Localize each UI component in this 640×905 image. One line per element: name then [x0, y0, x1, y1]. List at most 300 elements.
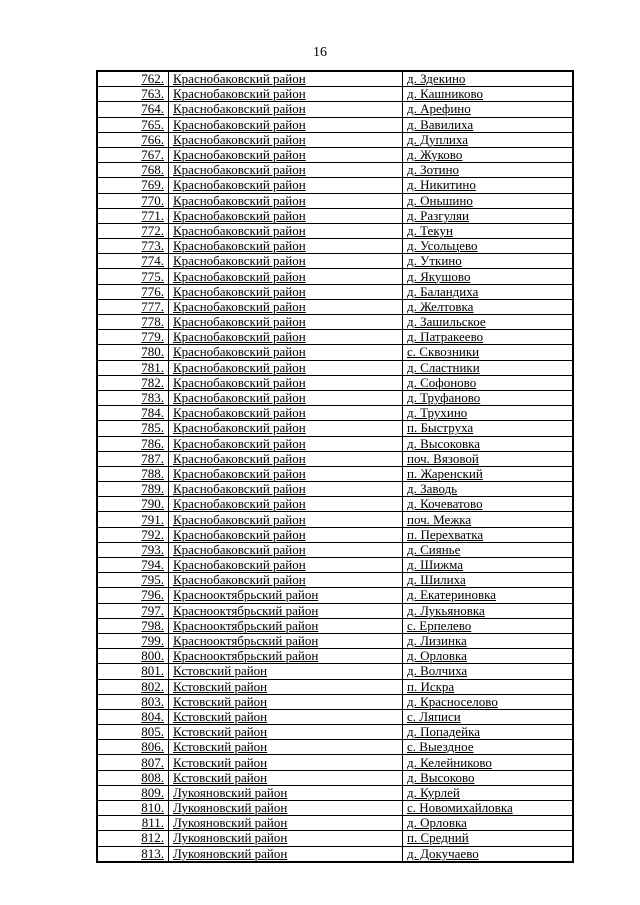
row-number-cell [97, 618, 169, 633]
locality-cell-text: п. Перехватка [407, 527, 484, 542]
locality-cell-text: с. Ерпелево [407, 618, 472, 633]
row-number-cell [97, 208, 169, 223]
table-row [97, 497, 573, 512]
district-cell-text: Краснобаковский район [173, 405, 306, 421]
row-number-cell-text: 784. [141, 405, 164, 421]
locality-cell [403, 451, 574, 466]
locality-cell-text: д. Никитино [407, 177, 476, 193]
locality-cell-text: с. Новомихайловка [407, 800, 513, 816]
district-cell-text: Краснобаковский район [173, 436, 306, 451]
row-number-cell-text: 770. [141, 193, 164, 208]
locality-cell-text: д. Шилиха [407, 572, 466, 588]
locality-cell-text: д. Кочеватово [407, 496, 483, 512]
district-cell-text: Кстовский район [173, 679, 268, 694]
locality-cell-text: д. Разгуляи [407, 208, 469, 223]
district-cell-text: Лукояновский район [173, 815, 288, 831]
locality-cell-text: д. Дуплиха [407, 132, 468, 147]
row-number-cell-text: 782. [141, 375, 164, 390]
district-cell [169, 542, 403, 557]
row-number-cell [97, 315, 169, 330]
row-number-cell [97, 801, 169, 816]
table-row [97, 102, 573, 117]
row-number-cell [97, 147, 169, 162]
row-number-cell-text: 796. [141, 587, 164, 603]
district-cell [169, 846, 403, 862]
row-number-cell-text: 804. [141, 709, 164, 724]
district-cell-text: Краснооктябрьский район [173, 618, 319, 633]
locality-cell-text: д. Келейниково [407, 754, 492, 770]
district-cell-text: Лукояновский район [173, 800, 288, 816]
district-cell [169, 421, 403, 436]
row-number-cell-text: 773. [141, 238, 164, 254]
locality-cell [403, 694, 574, 709]
locality-cell [403, 147, 574, 162]
row-number-cell [97, 740, 169, 755]
district-cell [169, 785, 403, 800]
locality-cell [403, 421, 574, 436]
locality-cell [403, 71, 574, 87]
locality-cell-text: д. Жуково [407, 147, 463, 163]
locality-cell [403, 163, 574, 178]
locality-cell-text: д. Зашильское [407, 314, 486, 330]
table-row [97, 466, 573, 481]
locality-cell [403, 664, 574, 679]
locality-cell-text: д. Красноселово [407, 694, 498, 709]
row-number-cell [97, 664, 169, 679]
district-cell [169, 360, 403, 375]
locality-cell-text: п. Жаренский [407, 466, 483, 481]
district-cell [169, 436, 403, 451]
row-number-cell [97, 694, 169, 709]
district-cell [169, 345, 403, 360]
row-number-cell-text: 798. [141, 618, 164, 633]
row-number-cell-text: 769. [141, 177, 164, 193]
district-cell [169, 315, 403, 330]
row-number-cell-text: 812. [141, 830, 164, 846]
district-cell-text: Краснобаковский район [173, 481, 306, 497]
row-number-cell [97, 542, 169, 557]
locality-cell-text: п. Быструха [407, 420, 474, 436]
settlements-table-body [97, 71, 573, 862]
row-number-cell-text: 776. [141, 284, 164, 299]
locality-cell [403, 360, 574, 375]
row-number-cell [97, 679, 169, 694]
page-number: 16 [313, 45, 327, 60]
table-row [97, 664, 573, 679]
locality-cell-text: д. Высоково [407, 770, 475, 785]
row-number-cell [97, 709, 169, 724]
row-number-cell-text: 774. [141, 253, 164, 269]
locality-cell-text: д. Сластники [407, 360, 480, 375]
locality-cell [403, 816, 574, 831]
row-number-cell [97, 816, 169, 831]
locality-cell [403, 436, 574, 451]
locality-cell [403, 573, 574, 588]
locality-cell [403, 375, 574, 390]
row-number-cell [97, 755, 169, 770]
locality-cell-text: д. Здекино [407, 71, 466, 87]
locality-cell [403, 649, 574, 664]
table-row [97, 193, 573, 208]
district-cell [169, 299, 403, 314]
locality-cell-text: д. Труфаново [407, 390, 481, 406]
locality-cell-text: д. Оньшино [407, 193, 473, 208]
row-number-cell-text: 801. [141, 663, 164, 679]
locality-cell-text: с. Ляписи [407, 709, 461, 724]
row-number-cell-text: 785. [141, 420, 164, 436]
district-cell-text: Краснобаковский район [173, 299, 306, 314]
locality-cell-text: д. Высоковка [407, 436, 480, 451]
row-number-cell-text: 781. [141, 360, 164, 375]
district-cell [169, 558, 403, 573]
row-number-cell [97, 390, 169, 405]
locality-cell-text: д. Лизинка [407, 633, 467, 649]
district-cell-text: Кстовский район [173, 663, 268, 679]
locality-cell [403, 770, 574, 785]
row-number-cell-text: 811. [141, 815, 164, 831]
locality-cell-text: п. Средний [407, 830, 469, 846]
district-cell-text: Краснобаковский район [173, 360, 306, 375]
district-cell [169, 694, 403, 709]
district-cell-text: Кстовский район [173, 709, 268, 724]
table-row [97, 178, 573, 193]
locality-cell-text: д. Зотино [407, 162, 460, 178]
row-number-cell [97, 831, 169, 846]
table-row [97, 223, 573, 238]
district-cell [169, 254, 403, 269]
district-cell-text: Краснобаковский район [173, 420, 306, 436]
table-row [97, 770, 573, 785]
row-number-cell-text: 789. [141, 481, 164, 497]
district-cell-text: Краснобаковский район [173, 223, 306, 238]
row-number-cell-text: 787. [141, 451, 164, 466]
locality-cell-text: д. Якушово [407, 268, 471, 284]
locality-cell-text: д. Орловка [407, 815, 467, 831]
table-row [97, 330, 573, 345]
district-cell-text: Краснобаковский район [173, 557, 306, 573]
row-number-cell-text: 799. [141, 633, 164, 649]
locality-cell [403, 558, 574, 573]
locality-cell-text: д. Курлей [407, 785, 460, 800]
locality-cell-text: д. Усольцево [407, 238, 478, 254]
locality-cell [403, 466, 574, 481]
district-cell [169, 330, 403, 345]
table-row [97, 239, 573, 254]
row-number-cell-text: 764. [141, 101, 164, 117]
locality-cell-text: д. Екатериновка [407, 587, 497, 603]
locality-cell-text: поч. Вязовой [407, 451, 479, 466]
district-cell-text: Краснобаковский район [173, 177, 306, 193]
district-cell [169, 801, 403, 816]
row-number-cell [97, 71, 169, 87]
locality-cell-text: д. Трухино [407, 405, 468, 421]
district-cell-text: Кстовский район [173, 724, 268, 740]
row-number-cell [97, 558, 169, 573]
district-cell [169, 406, 403, 421]
locality-cell [403, 390, 574, 405]
row-number-cell [97, 102, 169, 117]
table-row [97, 299, 573, 314]
table-row [97, 345, 573, 360]
district-cell-text: Кстовский район [173, 770, 268, 785]
row-number-cell [97, 421, 169, 436]
district-cell-text: Краснобаковский район [173, 527, 306, 542]
row-number-cell [97, 770, 169, 785]
row-number-cell-text: 803. [141, 694, 164, 709]
locality-cell-text: д. Уткино [407, 253, 462, 269]
row-number-cell [97, 254, 169, 269]
district-cell-text: Краснобаковский район [173, 162, 306, 178]
table-row [97, 284, 573, 299]
locality-cell-text: поч. Межка [407, 511, 472, 527]
row-number-cell-text: 778. [141, 314, 164, 330]
district-cell [169, 527, 403, 542]
table-row [97, 406, 573, 421]
district-cell-text: Лукояновский район [173, 846, 288, 861]
district-cell [169, 223, 403, 238]
row-number-cell-text: 766. [141, 132, 164, 147]
row-number-cell-text: 806. [141, 739, 164, 755]
district-cell [169, 633, 403, 648]
district-cell [169, 755, 403, 770]
row-number-cell [97, 239, 169, 254]
row-number-cell-text: 794. [141, 557, 164, 573]
locality-cell-text: д. Вавилиха [407, 117, 474, 132]
row-number-cell [97, 588, 169, 603]
row-number-cell-text: 777. [141, 299, 164, 314]
row-number-cell [97, 178, 169, 193]
locality-cell [403, 618, 574, 633]
locality-cell [403, 527, 574, 542]
locality-cell [403, 512, 574, 527]
row-number-cell-text: 765. [141, 117, 164, 132]
table-row [97, 603, 573, 618]
district-cell [169, 375, 403, 390]
table-row [97, 436, 573, 451]
district-cell [169, 71, 403, 87]
district-cell-text: Краснобаковский район [173, 117, 306, 132]
locality-cell [403, 315, 574, 330]
district-cell [169, 679, 403, 694]
row-number-cell [97, 117, 169, 132]
district-cell-text: Краснобаковский район [173, 375, 306, 390]
locality-cell-text: д. Арефино [407, 101, 471, 117]
district-cell [169, 664, 403, 679]
row-number-cell [97, 482, 169, 497]
district-cell [169, 573, 403, 588]
locality-cell-text: д. Софоново [407, 375, 477, 390]
locality-cell [403, 482, 574, 497]
locality-cell [403, 299, 574, 314]
locality-cell [403, 755, 574, 770]
row-number-cell [97, 330, 169, 345]
district-cell [169, 482, 403, 497]
row-number-cell-text: 795. [141, 572, 164, 588]
locality-cell [403, 846, 574, 862]
district-cell [169, 239, 403, 254]
locality-cell [403, 254, 574, 269]
locality-cell-text: п. Искра [407, 679, 455, 694]
row-number-cell-text: 768. [141, 162, 164, 178]
row-number-cell [97, 284, 169, 299]
row-number-cell [97, 345, 169, 360]
row-number-cell [97, 512, 169, 527]
locality-cell [403, 117, 574, 132]
district-cell-text: Краснобаковский район [173, 101, 306, 117]
table-row [97, 360, 573, 375]
table-row [97, 451, 573, 466]
locality-cell [403, 542, 574, 557]
table-row [97, 390, 573, 405]
row-number-cell [97, 360, 169, 375]
table-row [97, 694, 573, 709]
district-cell-text: Краснобаковский район [173, 147, 306, 163]
table-row [97, 785, 573, 800]
table-row [97, 147, 573, 162]
district-cell-text: Краснобаковский район [173, 344, 306, 360]
row-number-cell-text: 808. [141, 770, 164, 785]
district-cell-text: Краснооктябрьский район [173, 603, 319, 618]
locality-cell [403, 132, 574, 147]
locality-cell [403, 269, 574, 284]
row-number-cell-text: 790. [141, 496, 164, 512]
locality-cell-text: с. Сквозники [407, 344, 480, 360]
locality-cell [403, 831, 574, 846]
table-row [97, 831, 573, 846]
row-number-cell-text: 810. [141, 800, 164, 816]
district-cell [169, 117, 403, 132]
district-cell [169, 193, 403, 208]
district-cell-text: Краснооктябрьский район [173, 633, 319, 649]
table-row [97, 679, 573, 694]
locality-cell [403, 406, 574, 421]
row-number-cell-text: 786. [141, 436, 164, 451]
row-number-cell [97, 466, 169, 481]
table-row [97, 117, 573, 132]
district-cell [169, 132, 403, 147]
locality-cell [403, 785, 574, 800]
district-cell [169, 497, 403, 512]
district-cell-text: Краснобаковский район [173, 86, 306, 102]
district-cell [169, 102, 403, 117]
row-number-cell [97, 132, 169, 147]
district-cell [169, 709, 403, 724]
table-row [97, 558, 573, 573]
district-cell-text: Кстовский район [173, 739, 268, 755]
district-cell-text: Кстовский район [173, 754, 268, 770]
table-row [97, 315, 573, 330]
district-cell-text: Краснобаковский район [173, 208, 306, 223]
district-cell-text: Краснооктябрьский район [173, 648, 319, 664]
row-number-cell-text: 788. [141, 466, 164, 481]
row-number-cell-text: 767. [141, 147, 164, 163]
district-cell [169, 740, 403, 755]
district-cell-text: Лукояновский район [173, 830, 288, 846]
locality-cell [403, 223, 574, 238]
table-row [97, 269, 573, 284]
district-cell-text: Краснобаковский район [173, 329, 306, 345]
locality-cell-text: д. Волчиха [407, 663, 468, 679]
row-number-cell [97, 725, 169, 740]
district-cell [169, 618, 403, 633]
locality-cell-text: с. Выездное [407, 739, 474, 755]
locality-cell [403, 345, 574, 360]
district-cell [169, 163, 403, 178]
row-number-cell-text: 809. [141, 785, 164, 800]
settlements-table [96, 70, 574, 863]
row-number-cell-text: 772. [141, 223, 164, 238]
district-cell-text: Кстовский район [173, 694, 268, 709]
row-number-cell-text: 792. [141, 527, 164, 542]
district-cell-text: Краснооктябрьский район [173, 587, 319, 603]
district-cell [169, 512, 403, 527]
row-number-cell [97, 603, 169, 618]
row-number-cell-text: 762. [141, 71, 164, 87]
district-cell [169, 451, 403, 466]
row-number-cell [97, 436, 169, 451]
table-row [97, 482, 573, 497]
row-number-cell [97, 269, 169, 284]
locality-cell [403, 709, 574, 724]
district-cell-text: Краснобаковский район [173, 132, 306, 147]
district-cell [169, 284, 403, 299]
row-number-cell [97, 527, 169, 542]
district-cell-text: Краснобаковский район [173, 268, 306, 284]
district-cell [169, 725, 403, 740]
locality-cell [403, 633, 574, 648]
row-number-cell-text: 802. [141, 679, 164, 694]
row-number-cell-text: 771. [141, 208, 164, 223]
row-number-cell-text: 807. [141, 754, 164, 770]
table-row [97, 542, 573, 557]
district-cell [169, 649, 403, 664]
table-row [97, 512, 573, 527]
row-number-cell-text: 805. [141, 724, 164, 740]
locality-cell-text: д. Кашниково [407, 86, 484, 102]
locality-cell [403, 87, 574, 102]
table-row [97, 633, 573, 648]
table-row [97, 132, 573, 147]
table-row [97, 421, 573, 436]
district-cell-text: Краснобаковский район [173, 466, 306, 481]
district-cell [169, 269, 403, 284]
district-cell-text: Краснобаковский район [173, 193, 306, 208]
locality-cell [403, 801, 574, 816]
locality-cell-text: д. Орловка [407, 648, 467, 664]
row-number-cell [97, 785, 169, 800]
locality-cell [403, 193, 574, 208]
district-cell [169, 603, 403, 618]
locality-cell-text: д. Текун [407, 223, 453, 238]
table-row [97, 208, 573, 223]
locality-cell [403, 208, 574, 223]
district-cell [169, 178, 403, 193]
district-cell [169, 770, 403, 785]
district-cell [169, 466, 403, 481]
locality-cell [403, 239, 574, 254]
district-cell-text: Краснобаковский район [173, 253, 306, 269]
district-cell-text: Краснобаковский район [173, 542, 306, 557]
row-number-cell [97, 497, 169, 512]
table-row [97, 527, 573, 542]
row-number-cell [97, 223, 169, 238]
table-row [97, 649, 573, 664]
locality-cell [403, 330, 574, 345]
district-cell-text: Краснобаковский район [173, 496, 306, 512]
district-cell [169, 390, 403, 405]
table-row [97, 740, 573, 755]
district-cell-text: Краснобаковский район [173, 238, 306, 254]
